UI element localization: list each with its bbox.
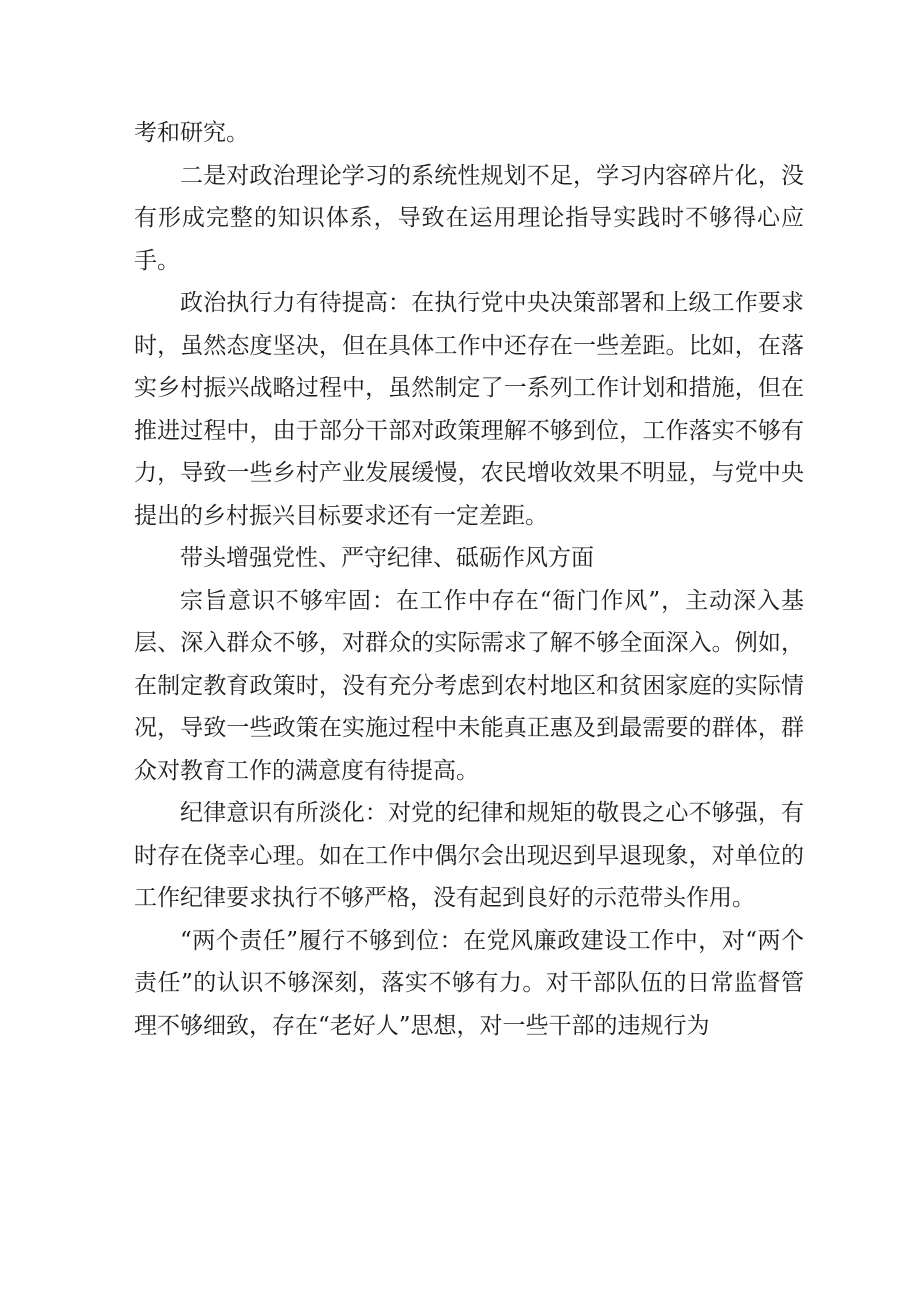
paragraph-political-execution: 政治执行力有待提高：在执行党中央决策部署和上级工作要求时，虽然态度坚决，但在具体工作中还存在一些差距。比如，在落实乡村振兴战略过程中，虽然制定了一系列工作计划和措施，但在推进过程中，由于部分干部对政策理解不够到位，工作落实不够有力，导致一些乡村产业发展缓慢，农民增收效果不明显，与党中央提出的乡村振兴目标要求还有一定差距。 (134, 290, 804, 529)
document-body (134, 112, 804, 1047)
paragraph-discipline-awareness: 纪律意识有所淡化：对党的纪律和规矩的敬畏之心不够强，有时存在侥幸心理。如在工作中偶尔会出现迟到早退现象，对单位的工作纪律要求执行不够严格，没有起到良好的示范带头作用。 (134, 800, 804, 911)
section-heading-party-discipline: 带头增强党性、严守纪律、砥砺作风方面 (180, 545, 594, 571)
paragraph-study-planning: 二是对政治理论学习的系统性规划不足，学习内容碎片化，没有形成完整的知识体系，导致在运用理论指导实践时不够得心应手。 (134, 162, 804, 274)
paragraph-continuation: 考和研究。 (134, 120, 249, 146)
paragraph-purpose-awareness: 宗旨意识不够牢固：在工作中存在“衙门作风”，主动深入基层、深入群众不够，对群众的实际需求了解不够全面深入。例如，在制定教育政策时，没有充分考虑到农村地区和贫困家庭的实际情况，导致一些政策在实施过程中未能真正惠及到最需要的群体，群众对教育工作的满意度有待提高。 (134, 587, 804, 784)
paragraph-two-responsibilities: “两个责任”履行不够到位：在党风廉政建设工作中，对“两个责任”的认识不够深刻，落实不够有力。对干部队伍的日常监督管理不够细致，存在“老好人”思想，对一些干部的违规行为 (134, 927, 804, 1039)
